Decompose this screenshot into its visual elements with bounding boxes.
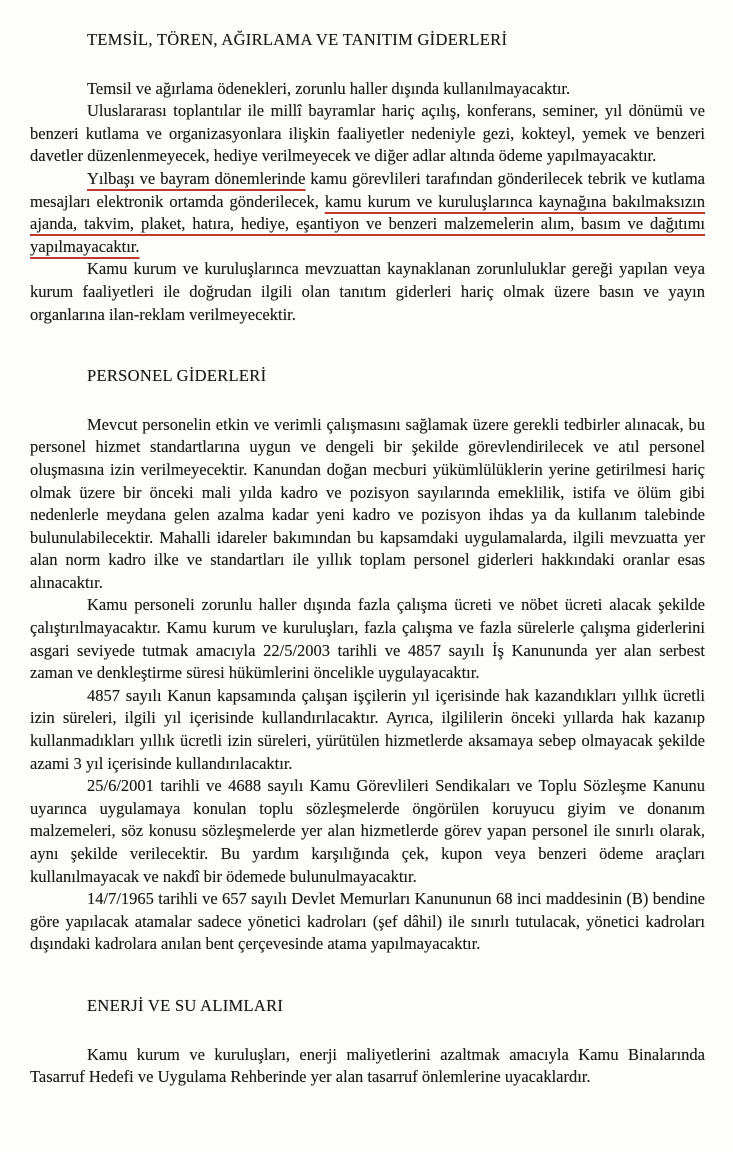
paragraph-enerji-tasarruf: Kamu kurum ve kuruluşları, enerji maliyetlerini azaltmak amacıyla Kamu Binalarında Tasarruf Hedefi ve Uygulama Rehberinde yer alan tasarruf önlemlerine uyacaklardır.	[30, 1044, 705, 1087]
paragraph-temsil-odenekleri: Temsil ve ağırlama ödenekleri, zorunlu haller dışında kullanılmayacaktır.	[87, 78, 571, 98]
paragraph-yillik-izin: 4857 sayılı Kanun kapsamında çalışan işçilerin yıl içerisinde hak kazandıkları yıllık ücretli izin süreleri, ilgili yıl içerisinde kullandırılacaktır. Ayrıca, ilgililerin önceki yıllarda hak kazanıp kullanmadıkları yıllık ücretli izin süreleri, yürütülen hizmetlerde aksamaya sebep olmayacak şekilde azami 3 yıl içerisinde kullandırılacaktır.	[30, 685, 705, 773]
paragraph-ilan-reklam: Kamu kurum ve kuruluşlarınca mevzuattan kaynaklanan zorunluluklar gereği yapılan veya kurum faaliyetleri ile doğrudan ilgili olan tanıtım giderleri hariç olmak üzere basın ve yayın organlarına ilan-reklam verilmeyecektir.	[30, 259, 705, 324]
paragraph-uluslararasi-toplantilar: Uluslararası toplantılar ile millî bayramlar hariç açılış, konferans, seminer, yıl dönümü ve benzeri kutlama ve organizasyonlara ilişkin faaliyetler nedeniyle gezi, kokteyl, yemek ve benzeri davetler düzenlenmeyecek, hediye verilmeyecek ve diğer adlar altında ödeme yapılmayacaktır.	[30, 101, 705, 166]
paragraph-toplu-sozlesme: 25/6/2001 tarihli ve 4688 sayılı Kamu Görevlileri Sendikaları ve Toplu Sözleşme Kanunu uyarınca uygulamaya konulan toplu sözleşmelerde öngörülen koruyucu giyim ve donanım malzemeleri, söz konusu sözleşmelerde yer alan hizmetlerde görev yapan personel ile sınırlı olarak, aynı şekilde verilecektir. Bu yardım karşılığında çek, kupon veya benzeri ödeme araçları kullanılmayacak ve nakdî bir ödemede bulunulmayacaktır.	[30, 776, 705, 886]
section-heading-personel-giderleri: PERSONEL GİDERLERİ	[87, 366, 267, 386]
section-heading-enerji-su: ENERJİ VE SU ALIMLARI	[87, 995, 284, 1015]
red-underlined-text: Yılbaşı ve bayram dönemlerinde	[87, 168, 306, 188]
paragraph-mevcut-personel: Mevcut personelin etkin ve verimli çalışmasını sağlamak üzere gerekli tedbirler alınacak, bu personel hizmet standartlarına uygun ve dengeli bir şekilde görevlendirilecek ve atıl personel oluşmasına izin verilmeyecektir. Kanundan doğan mecburi yükümlülüklerin yerine getirilmesi hariç olmak üzere bir önceki mali yılda kadro ve pozisyon sayılarında emeklilik, istifa ve ölüm gibi nedenlerle meydana gelen azalma kadar yeni kadro ve pozisyon ihdas ya da kullanım talebinde bulunulabilecektir. Mahalli idareler bakımından bu kapsamdaki uygulamalarda, ilgili mevzuatta yer alan norm kadro ilke ve standartları ile yıllık toplam personel giderleri hakkındaki oranlar esas alınacaktır.	[30, 414, 705, 592]
paragraph-devlet-memurlari: 14/7/1965 tarihli ve 657 sayılı Devlet Memurları Kanununun 68 inci maddesinin (B) bendine göre yapılacak atamalar sadece yönetici kadroları (şef dâhil) ile sınırlı tutulacak, yönetici kadroları dışındaki kadrolara anılan bent çerçevesinde atama yapılmayacaktır.	[30, 889, 705, 954]
paragraph-yilbasi-annotated	[30, 168, 705, 258]
paragraph-text: kamu görevlileri tarafından gönderilecek tebrik ve kutlama mesajları elektronik ortamda gönderilecek,	[30, 168, 705, 211]
section-heading-temsil-toren: TEMSİL, TÖREN, AĞIRLAMA VE TANITIM GİDERLERİ	[87, 30, 508, 49]
paragraph-fazla-calisma: Kamu personeli zorunlu haller dışında fazla çalışma ücreti ve nöbet ücreti alacak şekilde çalıştırılmayacaktır. Kamu kurum ve kuruluşları, fazla çalışma ve fazla sürelerle çalışma giderlerini asgari seviyede tutmak amacıyla 22/5/2003 tarihli ve 4857 sayılı İş Kanununda yer alan serbest zaman ve denkleştirme süresi hükümlerini öncelikle uygulayacaktır.	[30, 595, 705, 683]
red-underlined-text: kamu kurum ve kuruluşlarınca kaynağına bakılmaksızın ajanda, takvim, plaket, hatıra, hediye, eşantiyon ve benzeri malzemelerin alım, basım ve dağıtımı yapılmayacaktır.	[30, 191, 706, 256]
